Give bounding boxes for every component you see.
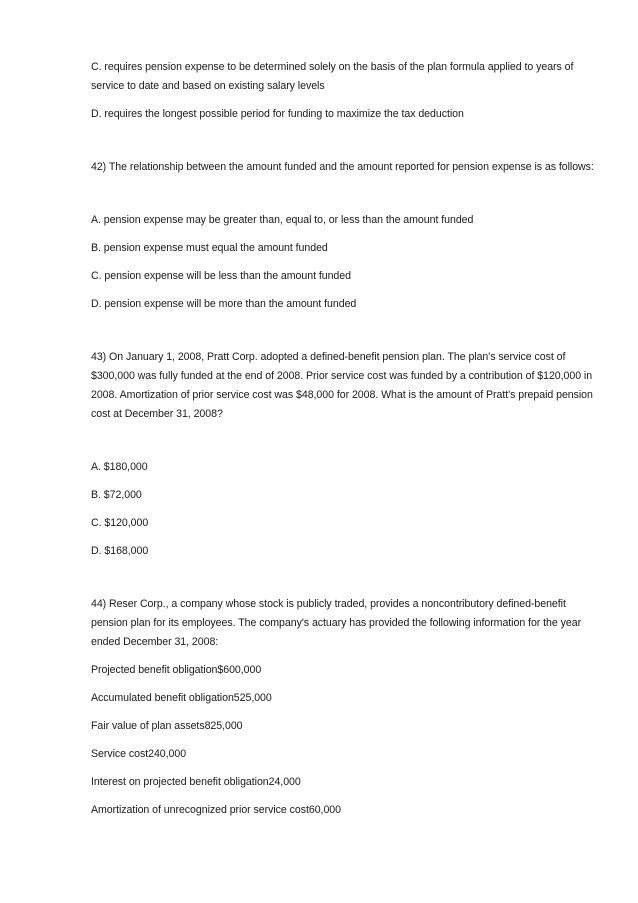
q44-item: Amortization of unrecognized prior service cost60,000 <box>91 804 341 816</box>
q41-option-c: C. requires pension expense to be determined solely on the basis of the plan formula applied to years of service to date and based on existing salary levels <box>91 61 574 92</box>
q43-option-b: B. $72,000 <box>91 489 142 501</box>
spacer <box>91 570 601 595</box>
q43-question: 43) On January 1, 2008, Pratt Corp. adopted a defined-benefit pension plan. The plan's service cost of $300,000 was fully funded at the end of 2008. Prior service cost was funded by a contribution of $120,000 in 2008. Amortization of prior service cost was $48,000 for 2008. What is the amount of Pratt's prepaid pension cost at December 31, 2008? <box>91 351 593 420</box>
spacer <box>91 133 601 158</box>
q42-option-b: B. pension expense must equal the amount funded <box>91 242 328 254</box>
q44-item: Interest on projected benefit obligation24,000 <box>91 776 301 788</box>
q43-option-d: D. $168,000 <box>91 545 149 557</box>
q43-option-c: C. $120,000 <box>91 517 149 529</box>
spacer <box>91 323 601 348</box>
q43-option-a: A. $180,000 <box>91 461 148 473</box>
spacer <box>91 186 601 211</box>
q42-option-d: D. pension expense will be more than the amount funded <box>91 298 357 310</box>
q44-item: Accumulated benefit obligation525,000 <box>91 692 272 704</box>
q44-item: Projected benefit obligation$600,000 <box>91 664 262 676</box>
q44-item: Service cost240,000 <box>91 748 187 760</box>
q42-option-c: C. pension expense will be less than the amount funded <box>91 270 351 282</box>
document-body <box>91 58 601 829</box>
q42-question: 42) The relationship between the amount funded and the amount reported for pension expense is as follows: <box>91 161 594 173</box>
q41-option-d: D. requires the longest possible period for funding to maximize the tax deduction <box>91 108 464 120</box>
q44-item: Fair value of plan assets825,000 <box>91 720 243 732</box>
q42-option-a: A. pension expense may be greater than, equal to, or less than the amount funded <box>91 214 474 226</box>
q44-question: 44) Reser Corp., a company whose stock is publicly traded, provides a noncontributory defined-benefit pension plan for its employees. The company's actuary has provided the following information for the year ended December 31, 2008: <box>91 598 582 648</box>
spacer <box>91 433 601 458</box>
